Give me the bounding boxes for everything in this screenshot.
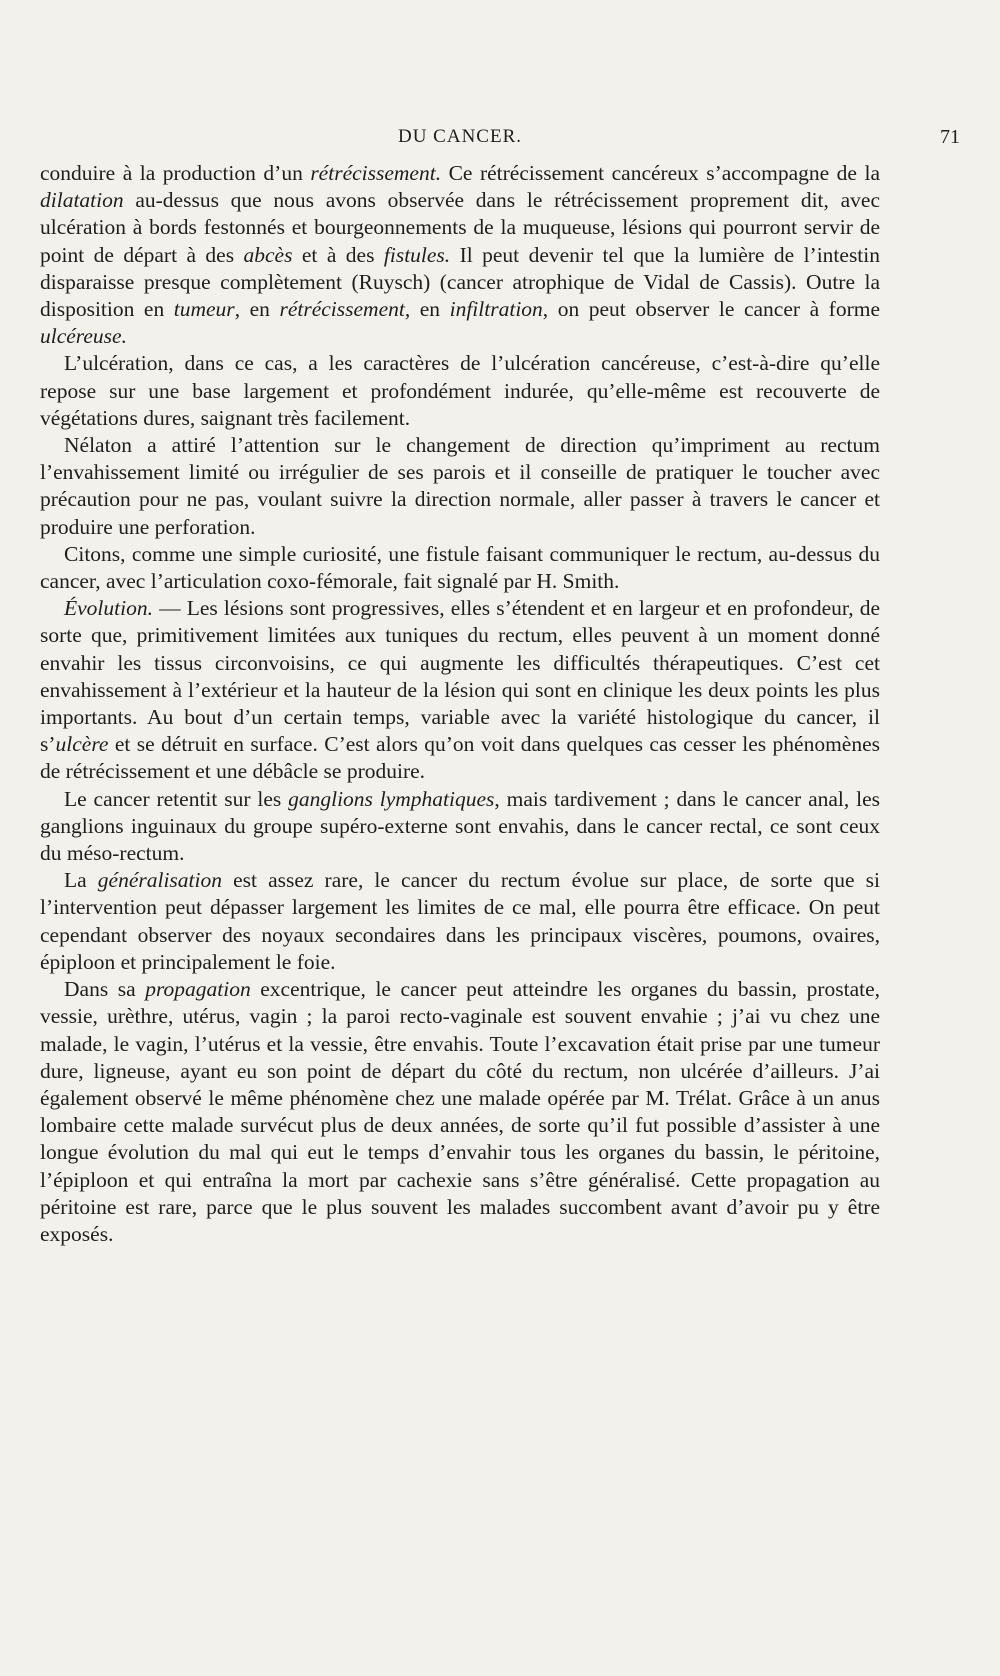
page-number: 71	[940, 126, 960, 148]
paragraph	[40, 432, 880, 541]
italic-run: rétrécissement.	[310, 161, 442, 185]
italic-run: ulcéreuse.	[40, 324, 127, 349]
text-run: , en	[234, 297, 280, 322]
text-run: et à des	[292, 242, 384, 267]
text-run: Dans sa	[64, 977, 146, 1002]
page-header	[40, 126, 960, 156]
text-run: Il peut devenir tel que la lumière de l’intestin disparaisse presque complètement (Ruysch) (cancer atrophique de Vidal de Cassis). Outre la disposition en	[40, 242, 881, 322]
text-run: Citons, comme une simple curiosité, une fistule faisant communiquer le rectum, au-dessus du cancer, avec l’articulation coxo-fémorale, fait signalé par H. Smith.	[40, 541, 880, 594]
text-run: est assez rare, le cancer du rectum évolue sur place, de sorte que si l’intervention peut dépasser largement les limites de ce mal, elle pourra être efficace. On peut cependant observer des noyaux secondaires dans les principaux viscères, poumons, ovaires, épiploon et principalement le foie.	[40, 868, 880, 974]
paragraph	[40, 595, 880, 785]
text-run: Le cancer retentit sur les	[64, 786, 289, 811]
running-title: DU CANCER.	[397, 126, 522, 147]
paragraph	[40, 350, 880, 432]
italic-run: abcès	[243, 242, 293, 267]
italic-run: infiltration	[449, 297, 543, 322]
text-run: L’ulcération, dans ce cas, a les caractères de l’ulcération cancéreuse, c’est-à-dire qu’elle repose sur une base largement et profondément indurée, qu’elle-même est recouverte de végétations dures, saignant très facilement.	[40, 351, 880, 430]
italic-run: ganglions lymphatiques	[288, 786, 495, 811]
text-run: La	[64, 868, 98, 893]
italic-run: tumeur	[173, 297, 235, 322]
text-run: — Les lésions sont progressives, elles s’étendent et en largeur et en profondeur, de sorte que, primitivement limitées aux tuniques du rectum, elles peuvent à un moment donné envahir les tissus circonvoisins, ce qui augmente les difficultés thérapeutiques. C’est cet envahissement à l’extérieur et la hauteur de la lésion qui sont en clinique les deux points les plus importants. Au bout d’un certain temps, variable avec la variété histologique du cancer, il s’	[40, 596, 880, 757]
italic-run: dilatation	[40, 188, 124, 213]
paragraph	[40, 976, 880, 1248]
italic-run: généralisation	[97, 868, 222, 893]
text-run: Ce rétrécissement cancéreux s’accompagne de la	[441, 161, 880, 185]
text-run: , en	[404, 297, 450, 322]
paragraph	[40, 160, 880, 350]
body-text	[40, 160, 880, 1248]
text-run: conduire à la production d’un	[40, 161, 311, 185]
text-run: , on peut observer le cancer à forme	[542, 297, 881, 322]
italic-run: rétrécissement	[279, 297, 405, 322]
paragraph	[40, 786, 880, 868]
italic-run: fistules.	[383, 242, 451, 267]
paragraph	[40, 867, 880, 976]
text-run: , mais tardivement ; dans le cancer anal, les ganglions inguinaux du groupe supéro-externe sont envahis, dans le cancer rectal, ce sont ceux du méso-rectum.	[40, 786, 880, 866]
italic-run: ulcère	[55, 732, 109, 757]
italic-run: Évolution.	[64, 596, 153, 621]
text-run: et se détruit en surface. C’est alors qu’on voit dans quelques cas cesser les phénomènes de rétrécissement et une débâcle se produire.	[40, 732, 880, 784]
text-run: excentrique, le cancer peut atteindre les organes du bassin, prostate, vessie, urèthre, utérus, vagin ; la paroi recto-vaginale est souvent envahie ; j’ai vu chez une malade, le vagin, l’utérus et la vessie, être envahis. Toute l’excavation était prise par une tumeur dure, ligneuse, ayant eu son point de départ du côté du rectum, non ulcérée d’ailleurs. J’ai également observé le même phénomène chez une malade opérée par M. Trélat. Grâce à un anus lombaire cette malade survécut plus de deux années, de sorte qu’il fut possible d’assister à une longue évolution du mal qui eut le temps d’envahir tous les organes du bassin, le péritoine, l’épiploon et qui entraîna la mort par cachexie sans s’être généralisé. Cette propagation au péritoine est rare, parce que le plus souvent les malades succombent avant d’avoir pu y être exposés.	[40, 977, 880, 1246]
italic-run: propagation	[145, 977, 251, 1002]
paragraph	[40, 541, 880, 595]
text-run: Nélaton a attiré l’attention sur le changement de direction qu’impriment au rectum l’envahissement limité ou irrégulier de ses parois et il conseille de pratiquer le toucher avec précaution pour ne pas, voulant suivre la direction normale, aller passer à travers le cancer et produire une perforation.	[40, 433, 880, 539]
text-run: au-dessus que nous avons observée dans le rétrécissement proprement dit, avec ulcération à bords festonnés et bourgeonnements de la muqueuse, lésions qui pourront servir de point de départ à des	[40, 188, 880, 267]
